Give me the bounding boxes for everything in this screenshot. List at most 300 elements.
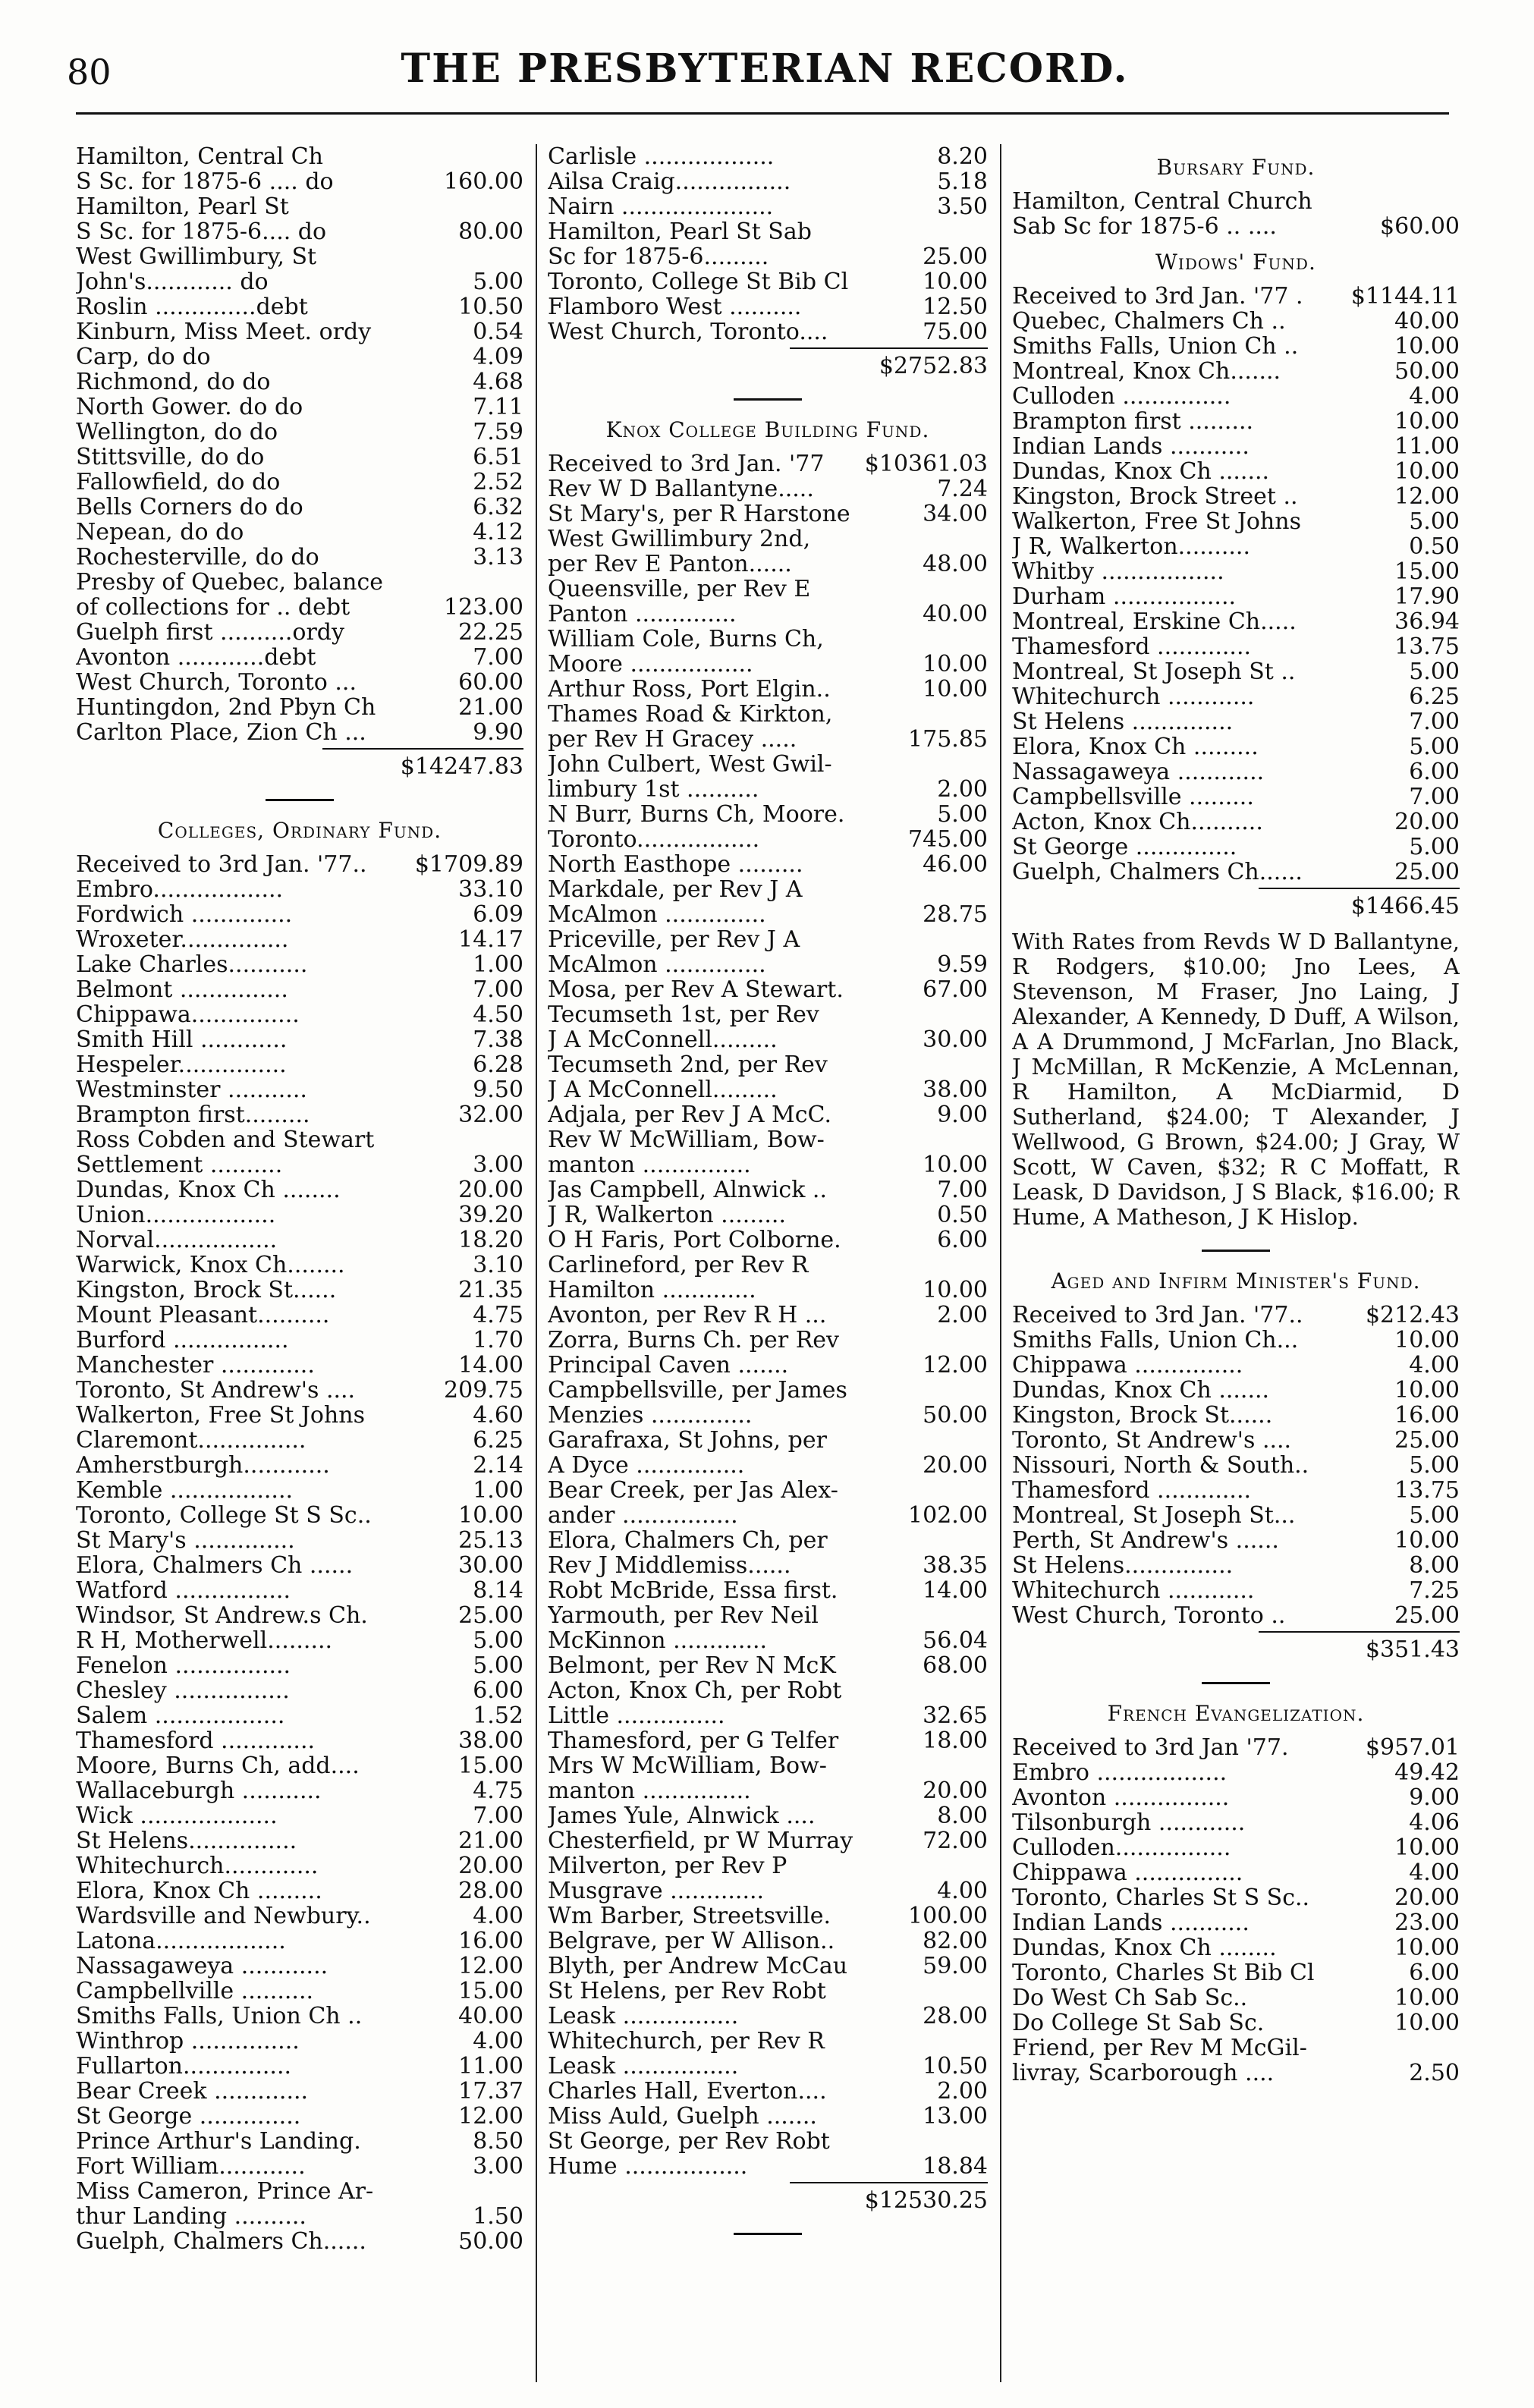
entry-label: St George, per Rev Robt — [548, 2129, 830, 2154]
ledger-row — [76, 395, 523, 420]
ledger-row — [76, 1152, 523, 1177]
entry-amount: 8.00 — [1409, 1552, 1460, 1579]
entry-label: Huntingdon, 2nd Pbyn Ch — [76, 695, 376, 720]
entry-label: Jas Campbell, Alnwick .. — [548, 1177, 827, 1202]
ledger-row — [76, 1678, 523, 1703]
entry-amount: 9.00 — [937, 1102, 988, 1128]
entry-label: Chippawa ............... — [1012, 1860, 1243, 1885]
section-total: $1466.45 — [1350, 893, 1460, 920]
entry-label: Walkerton, Free St Johns — [76, 1403, 365, 1428]
entry-label: Friend, per Rev M McGil- — [1012, 2035, 1307, 2061]
entry-label: Culloden ............... — [1012, 384, 1231, 409]
entry-label: Bear Creek ............. — [76, 2079, 309, 2104]
entry-label: West Gwillimbury, St — [76, 244, 317, 269]
entry-label: McAlmon .............. — [548, 952, 766, 977]
ledger-row — [548, 677, 988, 702]
entry-amount: 102.00 — [908, 1502, 988, 1529]
entry-label: Ailsa Craig................ — [548, 169, 791, 194]
entry-amount: 14.00 — [923, 1577, 988, 1604]
entry-amount: 50.00 — [923, 1402, 988, 1429]
entry-amount: 4.00 — [1409, 1859, 1460, 1886]
entry-label: J R, Walkerton.......... — [1012, 534, 1251, 559]
entry-label: William Cole, Burns Ch, — [548, 627, 824, 652]
ledger-row — [76, 144, 523, 169]
entry-label: West Church, Toronto ... — [76, 670, 357, 695]
entry-label: Fallowfield, do do — [76, 470, 281, 495]
entry-label: S Sc. for 1875-6.... do — [76, 219, 327, 244]
entry-label: Durham ................. — [1012, 584, 1237, 609]
entry-amount: 16.00 — [458, 1928, 523, 1954]
entry-label: Dundas, Knox Ch ....... — [1012, 459, 1270, 484]
entry-label: Kinburn, Miss Meet. ordy — [76, 319, 372, 344]
column-2 — [548, 144, 988, 2390]
entry-label: Ross Cobden and Stewart — [76, 1127, 375, 1152]
entry-label: manton ............... — [548, 1778, 751, 1803]
entry-amount: 10.00 — [1394, 458, 1460, 485]
entry-amount: 7.00 — [937, 1177, 988, 1203]
ledger-row — [548, 1503, 988, 1528]
ledger-row — [548, 501, 988, 527]
entry-label: Hamilton, Pearl St Sab — [548, 219, 812, 244]
entry-amount: 40.00 — [923, 601, 988, 627]
ledger-row — [76, 1603, 523, 1628]
entry-amount: 59.00 — [923, 1953, 988, 1979]
entry-amount: 10.00 — [923, 269, 988, 295]
ledger-row — [1012, 1760, 1460, 1785]
entry-label: Guelph, Chalmers Ch...... — [1012, 860, 1303, 885]
entry-label: Received to 3rd Jan. '77.. — [1012, 1303, 1303, 1328]
entry-amount: 7.00 — [473, 1803, 523, 1829]
ledger-row — [76, 2004, 523, 2029]
entry-amount: 4.75 — [473, 1302, 523, 1328]
ledger-row — [1012, 709, 1460, 734]
ledger-row — [76, 1878, 523, 1903]
ledger-row — [1012, 1735, 1460, 1760]
entry-label: St Helens............... — [1012, 1553, 1234, 1578]
total-rule — [790, 347, 988, 349]
ledger-row — [548, 1528, 988, 1553]
ledger-row — [1012, 1403, 1460, 1428]
ledger-row — [76, 570, 523, 595]
entry-label: J A McConnell......... — [548, 1027, 778, 1052]
entry-label: Received to 3rd Jan '77. — [1012, 1735, 1289, 1760]
ledger-row — [548, 2004, 988, 2029]
ledger-row — [76, 420, 523, 445]
entry-label: Rev W McWilliam, Bow- — [548, 1127, 825, 1152]
entry-amount: 7.24 — [937, 476, 988, 502]
entry-amount: 0.50 — [1409, 533, 1460, 560]
ledger-row — [548, 1478, 988, 1503]
entry-label: Watford ................ — [76, 1578, 291, 1603]
entry-amount: 4.00 — [1409, 1352, 1460, 1378]
entry-label: St Mary's, per R Harstone — [548, 501, 850, 527]
entry-label: Hamilton, Central Ch — [76, 144, 323, 169]
entry-label: John's............ do — [76, 269, 269, 294]
ledger-row — [76, 695, 523, 720]
entry-amount: 21.00 — [458, 1828, 523, 1854]
entry-label: Hamilton ............. — [548, 1278, 756, 1303]
entry-amount: 10.00 — [923, 676, 988, 703]
ledger-row — [548, 1803, 988, 1828]
entry-label: Burford ................ — [76, 1328, 289, 1353]
entry-amount: 4.00 — [473, 2028, 523, 2054]
ledger-row — [548, 1628, 988, 1653]
section-title: French Evangelization. — [1107, 1701, 1365, 1726]
entry-amount: 4.00 — [1409, 383, 1460, 410]
ledger-row — [1012, 1428, 1460, 1453]
entry-label: Presby of Quebec, balance — [76, 570, 384, 595]
ledger-row — [1012, 409, 1460, 434]
entry-label: Thames Road & Kirkton, — [548, 702, 833, 727]
entry-label: Acton, Knox Ch.......... — [1012, 809, 1263, 835]
entry-label: Blyth, per Andrew McCau — [548, 1954, 848, 1979]
ledger-row — [76, 1328, 523, 1353]
entry-amount: 6.00 — [1409, 759, 1460, 785]
entry-label: Rev W D Ballantyne..... — [548, 476, 814, 501]
ledger-row — [76, 1027, 523, 1052]
ledger-row — [548, 752, 988, 777]
ledger-row — [76, 977, 523, 1002]
entry-amount: $212.43 — [1365, 1302, 1460, 1328]
entry-amount: 50.00 — [1394, 358, 1460, 385]
entry-amount: 82.00 — [923, 1928, 988, 1954]
entry-amount: 28.75 — [923, 901, 988, 928]
ledger-row — [76, 445, 523, 470]
ledger-row — [1012, 1478, 1460, 1503]
entry-amount: 6.00 — [473, 1677, 523, 1704]
entry-amount: 20.00 — [1394, 1885, 1460, 1911]
page-number: 80 — [67, 52, 112, 93]
ledger-row — [548, 451, 988, 476]
entry-label: Toronto, St Andrew's .... — [76, 1378, 356, 1403]
ledger-row — [76, 269, 523, 294]
entry-label: Montreal, Erskine Ch..... — [1012, 609, 1297, 634]
ledger-row — [548, 2079, 988, 2104]
entry-label: Hume ................. — [548, 2154, 748, 2179]
entry-label: Smiths Falls, Union Ch... — [1012, 1328, 1299, 1353]
entry-amount: 20.00 — [923, 1452, 988, 1479]
total-rule — [1259, 888, 1460, 889]
entry-label: Fullarton............... — [76, 2054, 292, 2079]
ledger-row — [1012, 459, 1460, 484]
ledger-row — [548, 902, 988, 927]
entry-amount: 3.00 — [473, 2153, 523, 2180]
entry-label: Arthur Ross, Port Elgin.. — [548, 677, 831, 702]
entry-amount: 10.00 — [1394, 1834, 1460, 1861]
section-separator — [1202, 1250, 1270, 1252]
entry-amount: 6.32 — [473, 494, 523, 520]
entry-label: Carlisle .................. — [548, 144, 775, 169]
entry-label: Bells Corners do do — [76, 495, 303, 520]
ledger-row — [76, 902, 523, 927]
entry-amount: 6.51 — [473, 444, 523, 470]
entry-amount: 10.00 — [1394, 1327, 1460, 1353]
entry-label: Do College St Sab Sc. — [1012, 2010, 1265, 2035]
ledger-row — [1012, 559, 1460, 584]
entry-label: Elora, Knox Ch ......... — [76, 1878, 322, 1903]
ledger-row — [548, 1202, 988, 1228]
entry-amount: 8.14 — [473, 1577, 523, 1604]
ledger-row — [76, 1653, 523, 1678]
entry-amount: 28.00 — [458, 1878, 523, 1904]
entry-amount: 8.50 — [473, 2128, 523, 2155]
entry-label: Brampton first......... — [76, 1102, 310, 1127]
ledger-row — [76, 720, 523, 745]
column-total: $2752.83 — [879, 353, 988, 379]
total-rule — [1259, 1631, 1460, 1633]
entry-amount: 25.00 — [458, 1602, 523, 1629]
ledger-row — [1012, 534, 1460, 559]
ledger-row — [76, 470, 523, 495]
ledger-row — [1012, 759, 1460, 784]
entry-label: limbury 1st .......... — [548, 777, 759, 802]
ledger-row — [76, 670, 523, 695]
entry-amount: 13.75 — [1394, 633, 1460, 660]
ledger-row — [548, 1753, 988, 1778]
ledger-row — [76, 344, 523, 369]
entry-amount: 18.84 — [923, 2153, 988, 2180]
ledger-row — [1012, 434, 1460, 459]
ledger-row — [1012, 609, 1460, 634]
section-title: Bursary Fund. — [1156, 155, 1316, 180]
ledger-row — [548, 1152, 988, 1177]
entry-label: Smiths Falls, Union Ch .. — [1012, 334, 1299, 359]
ledger-row — [548, 1903, 988, 1929]
entry-amount: 9.50 — [473, 1077, 523, 1103]
ledger-row — [76, 952, 523, 977]
entry-amount: 1.52 — [473, 1702, 523, 1729]
ledger-row — [1012, 1553, 1460, 1578]
entry-amount: 75.00 — [923, 319, 988, 345]
entry-amount: 6.00 — [937, 1227, 988, 1253]
ledger-row — [76, 2154, 523, 2179]
entry-amount: 12.00 — [458, 2103, 523, 2130]
entry-label: per Rev H Gracey ..... — [548, 727, 797, 752]
entry-label: Queensville, per Rev E — [548, 577, 811, 602]
entry-label: Rochesterville, do do — [76, 545, 319, 570]
ledger-row — [1012, 1303, 1460, 1328]
ledger-row — [548, 602, 988, 627]
entry-amount: 10.00 — [1394, 1935, 1460, 1961]
entry-amount: 25.13 — [458, 1527, 523, 1554]
entry-label: Kingston, Brock Street .. — [1012, 484, 1298, 509]
ledger-row — [548, 2054, 988, 2079]
entry-label: Nassagaweya ............ — [76, 1954, 328, 1979]
entry-amount: 22.25 — [458, 619, 523, 646]
entry-label: Nissouri, North & South.. — [1012, 1453, 1309, 1478]
entry-label: Claremont............... — [76, 1428, 306, 1453]
ledger-row — [76, 520, 523, 545]
entry-label: Toronto, St Andrew's .... — [1012, 1428, 1292, 1453]
entry-amount: 5.00 — [473, 1652, 523, 1679]
entry-label: Salem .................. — [76, 1703, 285, 1728]
entry-label: Culloden................ — [1012, 1835, 1231, 1860]
ledger-row — [548, 1102, 988, 1127]
ledger-row — [76, 369, 523, 395]
entry-label: North Easthope ......... — [548, 852, 803, 877]
entry-amount: 6.25 — [1409, 684, 1460, 710]
entry-amount: $1144.11 — [1350, 283, 1460, 310]
entry-label: Kemble ................. — [76, 1478, 294, 1503]
ledger-row — [548, 1403, 988, 1428]
ledger-row — [1012, 1860, 1460, 1885]
ledger-row — [548, 1278, 988, 1303]
entry-label: Bear Creek, per Jas Alex- — [548, 1478, 838, 1503]
entry-label: West Gwillimbury 2nd, — [548, 527, 811, 552]
entry-label: Fordwich .............. — [76, 902, 293, 927]
ledger-row — [76, 545, 523, 570]
entry-amount: 5.00 — [1409, 1502, 1460, 1529]
ledger-row — [76, 595, 523, 620]
ledger-row — [1012, 1453, 1460, 1478]
entry-label: Stittsville, do do — [76, 445, 265, 470]
ledger-row — [1012, 684, 1460, 709]
ledger-row — [548, 169, 988, 194]
entry-label: Do West Ch Sab Sc.. — [1012, 1985, 1248, 2010]
entry-amount: 7.00 — [1409, 709, 1460, 735]
ledger-row — [1012, 860, 1460, 885]
ledger-row — [76, 1127, 523, 1152]
entry-amount: 2.00 — [937, 2078, 988, 2105]
entry-amount: 12.00 — [923, 1352, 988, 1378]
entry-label: Thamesford, per G Telfer — [548, 1728, 839, 1753]
ledger-row — [1012, 1935, 1460, 1960]
ledger-row — [1012, 784, 1460, 809]
ledger-row — [548, 1378, 988, 1403]
ledger-row — [76, 294, 523, 319]
ledger-row — [548, 219, 988, 244]
entry-amount: 15.00 — [458, 1978, 523, 2004]
entry-amount: 10.00 — [923, 1277, 988, 1303]
ledger-row — [548, 1228, 988, 1253]
ledger-row — [76, 1929, 523, 1954]
entry-amount: 18.20 — [458, 1227, 523, 1253]
ledger-row — [76, 927, 523, 952]
ledger-row — [76, 877, 523, 902]
entry-label: Toronto, College St Bib Cl — [548, 269, 849, 294]
entry-amount: 38.35 — [923, 1552, 988, 1579]
ledger-row — [76, 2104, 523, 2129]
ledger-row — [548, 727, 988, 752]
entry-label: Miss Auld, Guelph ....... — [548, 2104, 817, 2129]
ledger-row — [1012, 1353, 1460, 1378]
rates-paragraph: With Rates from Revds W D Ballantyne, R Rodgers, $10.00; Jno Lees, A Stevenson, M Fraser, Jno Laing, J Alexander, A Kennedy, D Duff, A Wilson, A A Drummond, J McFarlan, Jno Black, J McMillan, R McKenzie, A McLennan, R Hamilton, A McDiarmid, D Sutherland, $24.00; T Alexander, J Wellwood, G Brown, $24.00; J Gray, W Scott, W Caven, $32; R C Moffatt, R Leask, D Davidson, J S Black, $16.00; R Hume, A Matheson, J K Hislop. — [1012, 929, 1460, 1230]
entry-label: Milverton, per Rev P — [548, 1853, 787, 1878]
ledger-row — [1012, 584, 1460, 609]
entry-label: R H, Motherwell......... — [76, 1628, 333, 1653]
entry-label: Mrs W McWilliam, Bow- — [548, 1753, 827, 1778]
ledger-row — [1012, 1503, 1460, 1528]
entry-amount: 2.14 — [473, 1452, 523, 1479]
entry-label: Little ............... — [548, 1703, 725, 1728]
entry-label: Guelph, Chalmers Ch...... — [76, 2229, 366, 2254]
ledger-row — [548, 2029, 988, 2054]
section-total: $351.43 — [1365, 1636, 1460, 1663]
entry-label: Carlineford, per Rev R — [548, 1253, 809, 1278]
entry-amount: 11.00 — [1394, 433, 1460, 460]
entry-label: St George .............. — [1012, 835, 1237, 860]
entry-label: Charles Hall, Everton.... — [548, 2079, 827, 2104]
entry-label: St Helens, per Rev Robt — [548, 1979, 826, 2004]
entry-amount: 2.50 — [1409, 2060, 1460, 2086]
ledger-row — [1012, 2061, 1460, 2086]
entry-label: St Mary's .............. — [76, 1528, 295, 1553]
entry-label: J R, Walkerton ......... — [548, 1202, 787, 1228]
entry-amount: 20.00 — [923, 1778, 988, 1804]
ledger-row — [76, 1177, 523, 1202]
ledger-row — [76, 2129, 523, 2154]
ledger-row — [76, 1578, 523, 1603]
entry-amount: 123.00 — [444, 594, 523, 621]
entry-label: Latona.................. — [76, 1929, 286, 1954]
ledger-row — [76, 1503, 523, 1528]
entry-label: O H Faris, Port Colborne. — [548, 1228, 841, 1253]
entry-label: Wroxeter............... — [76, 927, 289, 952]
ledger-row — [1012, 1578, 1460, 1603]
entry-label: Chippawa ............... — [1012, 1353, 1243, 1378]
entry-label: Elora, Chalmers Ch ...... — [76, 1553, 354, 1578]
ledger-row — [1012, 384, 1460, 409]
entry-amount: 3.00 — [473, 1152, 523, 1178]
page-header — [67, 46, 1463, 106]
entry-amount: 21.00 — [458, 694, 523, 721]
entry-amount: 16.00 — [1394, 1402, 1460, 1429]
entry-label: Campbellsville, per James — [548, 1378, 847, 1403]
entry-label: Mount Pleasant.......... — [76, 1303, 330, 1328]
entry-label: Moore, Burns Ch, add.... — [76, 1753, 360, 1778]
entry-amount: $60.00 — [1380, 213, 1460, 240]
ledger-row — [548, 1077, 988, 1102]
entry-label: Leask ................ — [548, 2054, 739, 2079]
ledger-row — [76, 1102, 523, 1127]
entry-label: Chippawa............... — [76, 1002, 300, 1027]
entry-amount: 12.50 — [923, 294, 988, 320]
entry-label: Belgrave, per W Allison.. — [548, 1929, 835, 1954]
entry-amount: 3.50 — [937, 193, 988, 220]
entry-amount: 9.90 — [473, 719, 523, 746]
entry-amount: 40.00 — [1394, 308, 1460, 335]
entry-amount: 9.59 — [937, 951, 988, 978]
entry-label: Avonton ............debt — [76, 645, 316, 670]
entry-amount: 20.00 — [458, 1853, 523, 1879]
entry-amount: 160.00 — [444, 168, 523, 195]
entry-label: McAlmon .............. — [548, 902, 766, 927]
ledger-row — [76, 1853, 523, 1878]
ledger-row — [548, 1954, 988, 1979]
entry-amount: 5.00 — [1409, 659, 1460, 685]
entry-label: Hamilton, Central Church — [1012, 189, 1312, 214]
entry-label: manton ............... — [548, 1152, 751, 1177]
ledger-row — [1012, 1910, 1460, 1935]
entry-label: Fort William............ — [76, 2154, 306, 2179]
entry-label: Whitechurch ............ — [1012, 684, 1255, 709]
ledger-row — [76, 2079, 523, 2104]
entry-label: Tilsonburgh ............ — [1012, 1810, 1246, 1835]
ledger-row — [76, 2054, 523, 2079]
ledger-row — [548, 1553, 988, 1578]
ledger-row — [548, 194, 988, 219]
entry-amount: 17.90 — [1394, 583, 1460, 610]
entry-label: Received to 3rd Jan. '77 — [548, 451, 825, 476]
entry-label: Smiths Falls, Union Ch .. — [76, 2004, 363, 2029]
entry-amount: 39.20 — [458, 1202, 523, 1228]
entry-label: Sab Sc for 1875-6 .. .... — [1012, 214, 1277, 239]
ledger-row — [76, 2029, 523, 2054]
entry-label: Chesley ................ — [76, 1678, 290, 1703]
entry-amount: 34.00 — [923, 501, 988, 527]
entry-amount: 13.00 — [923, 2103, 988, 2130]
entry-amount: 8.00 — [937, 1803, 988, 1829]
